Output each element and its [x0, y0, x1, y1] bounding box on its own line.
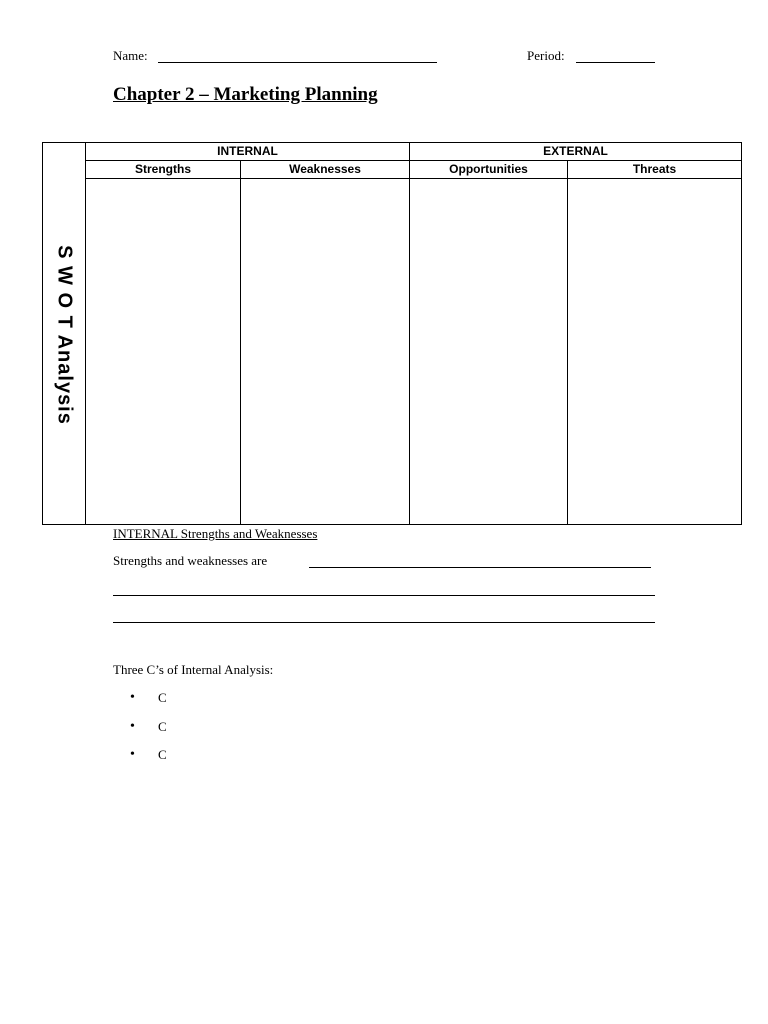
list-item-text: C — [158, 747, 167, 762]
weaknesses-cell[interactable] — [241, 179, 410, 524]
swot-table — [42, 142, 742, 525]
page-title: Chapter 2 – Marketing Planning — [113, 84, 378, 105]
list-item — [130, 745, 167, 774]
three-cs-label: Three C’s of Internal Analysis: — [113, 662, 274, 677]
swot-side-label: S W O T Analysis — [53, 245, 76, 425]
opportunities-cell[interactable] — [410, 179, 568, 524]
list-item-text: C — [158, 690, 167, 705]
strengths-header: Strengths — [86, 161, 241, 179]
three-cs-list — [130, 688, 167, 774]
name-label: Name: — [113, 48, 148, 63]
internal-section-heading: INTERNAL Strengths and Weaknesses — [113, 526, 318, 541]
swot-side-column — [43, 143, 86, 524]
list-item — [130, 717, 167, 746]
opportunities-header: Opportunities — [410, 161, 568, 179]
answer-line-2[interactable] — [113, 595, 655, 596]
answer-line-1[interactable] — [309, 567, 651, 568]
threats-header: Threats — [568, 161, 741, 179]
period-blank-line[interactable] — [576, 62, 655, 63]
list-item — [130, 688, 167, 717]
strengths-cell[interactable] — [86, 179, 241, 524]
period-label: Period: — [527, 48, 565, 63]
bullet-icon: • — [130, 747, 135, 762]
list-item-text: C — [158, 718, 167, 734]
name-blank-line[interactable] — [158, 62, 437, 63]
bullet-icon: • — [130, 718, 135, 734]
external-header: EXTERNAL — [410, 143, 741, 161]
threats-cell[interactable] — [568, 179, 741, 524]
internal-header: INTERNAL — [86, 143, 410, 161]
weaknesses-header: Weaknesses — [241, 161, 410, 179]
strengths-weaknesses-prompt: Strengths and weaknesses are — [113, 553, 268, 568]
bullet-icon: • — [130, 690, 135, 705]
answer-line-3[interactable] — [113, 622, 655, 623]
